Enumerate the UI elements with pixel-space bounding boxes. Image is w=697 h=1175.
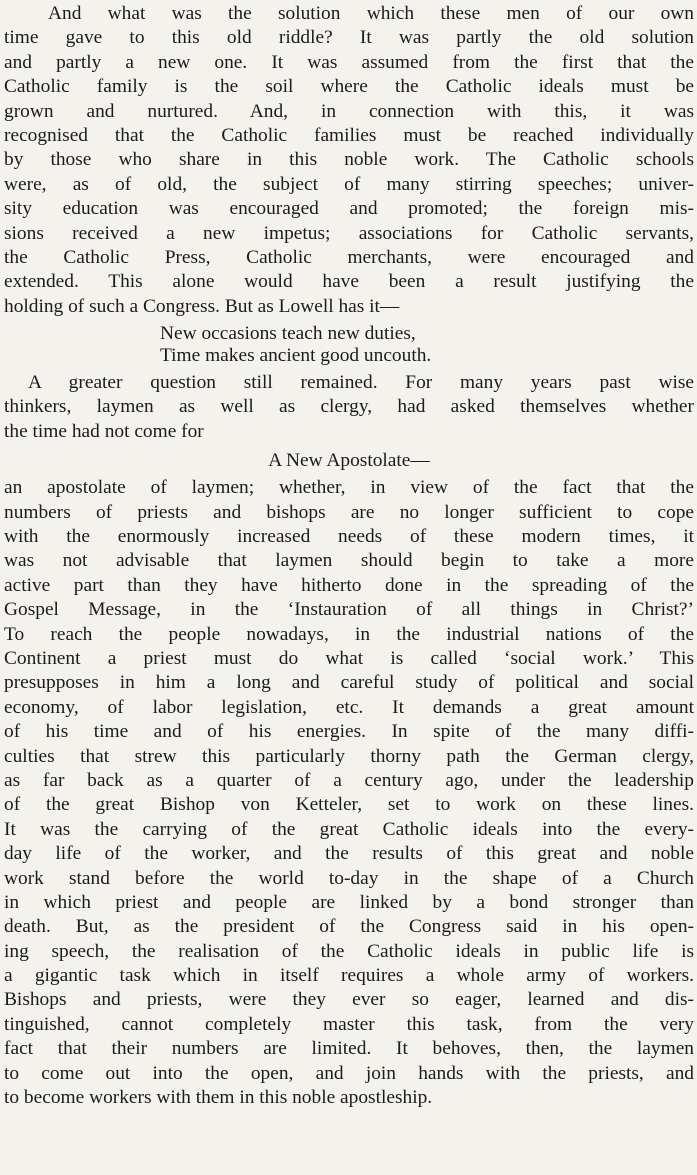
text-line: It was the carrying of the great Catholic ideals into the every- bbox=[4, 818, 694, 840]
quote-line: Time makes ancient good uncouth. bbox=[160, 345, 432, 367]
text-line: work stand before the world to-day in the shape of a Church bbox=[4, 867, 694, 889]
text-line: Catholic family is the soil where the Catholic ideals must be bbox=[4, 76, 694, 98]
text-line: to become workers with them in this noble apostleship. bbox=[4, 1087, 433, 1109]
text-line: with the enormously increased needs of these modern times, it bbox=[4, 526, 694, 548]
text-line: day life of the worker, and the results of this great and noble bbox=[4, 843, 694, 865]
paragraph-apostolate bbox=[4, 476, 694, 1110]
text-line: sity education was encouraged and promoted; the foreign mis- bbox=[4, 198, 694, 220]
text-line: extended. This alone would have been a result justifying the bbox=[4, 271, 694, 293]
text-line: the time had not come for bbox=[4, 420, 204, 442]
text-line: tinguished, cannot completely master this task, from the very bbox=[4, 1013, 694, 1035]
text-line: numbers of priests and bishops are no longer sufficient to cope bbox=[4, 501, 694, 523]
text-line: And what was the solution which these men of our own bbox=[48, 3, 694, 24]
text-line: holding of such a Congress. But as Lowell has it— bbox=[4, 295, 400, 317]
text-line: presupposes in him a long and careful study of political and social bbox=[4, 672, 694, 694]
text-line: A greater question still remained. For many years past wise bbox=[28, 372, 694, 394]
quote-line: New occasions teach new duties, bbox=[160, 323, 416, 345]
text-line: death. But, as the president of the Congress said in his open- bbox=[4, 916, 694, 938]
text-line: grown and nurtured. And, in connection with this, it was bbox=[4, 100, 694, 122]
text-line: Gospel Message, in the ‘Instauration of all things in Christ?’ bbox=[4, 599, 694, 621]
document-page bbox=[4, 2, 694, 1110]
text-line: Bishops and priests, were they ever so eager, learned and dis- bbox=[4, 989, 694, 1011]
text-line: recognised that the Catholic families must be reached individually bbox=[4, 124, 694, 146]
text-line: Continent a priest must do what is called ‘social work.’ This bbox=[4, 647, 694, 669]
text-line: time gave to this old riddle? It was partly the old solution bbox=[4, 27, 694, 49]
text-line: To reach the people nowadays, in the industrial nations of the bbox=[4, 623, 694, 645]
text-line: in which priest and people are linked by a bond stronger than bbox=[4, 891, 694, 913]
text-line: ing speech, the realisation of the Catholic ideals in public life is bbox=[4, 940, 694, 962]
lowell-quote bbox=[4, 323, 694, 367]
text-line: as far back as a quarter of a century ago, under the leadership bbox=[4, 769, 694, 791]
paragraph-question bbox=[4, 371, 694, 444]
text-line: of the great Bishop von Ketteler, set to work on these lines. bbox=[4, 794, 694, 816]
text-line: sions received a new impetus; associations for Catholic servants, bbox=[4, 222, 694, 244]
text-line: was not advisable that laymen should begin to take a more bbox=[4, 550, 694, 572]
text-line: the Catholic Press, Catholic merchants, were encouraged and bbox=[4, 246, 694, 268]
text-line: by those who share in this noble work. The Catholic schools bbox=[4, 149, 694, 171]
text-line: thinkers, laymen as well as clergy, had asked themselves whether bbox=[4, 396, 694, 418]
section-heading: A New Apostolate— bbox=[268, 450, 430, 472]
text-line: were, as of old, the subject of many stirring speeches; univer- bbox=[4, 173, 694, 195]
paragraph-solution bbox=[4, 2, 694, 319]
text-line: fact that their numbers are limited. It behoves, then, the laymen bbox=[4, 1038, 694, 1060]
text-line: a gigantic task which in itself requires a whole army of workers. bbox=[4, 965, 694, 987]
text-line: to come out into the open, and join hands with the priests, and bbox=[4, 1062, 694, 1084]
text-line: active part than they have hitherto done in the spreading of the bbox=[4, 574, 694, 596]
text-line: and partly a new one. It was assumed from the first that the bbox=[4, 51, 694, 73]
text-line: of his time and of his energies. In spite of the many diffi- bbox=[4, 721, 694, 743]
text-line: an apostolate of laymen; whether, in view of the fact that the bbox=[4, 477, 694, 499]
text-line: economy, of labor legislation, etc. It demands a great amount bbox=[4, 696, 694, 718]
text-line: culties that strew this particularly thorny path the German clergy, bbox=[4, 745, 694, 767]
